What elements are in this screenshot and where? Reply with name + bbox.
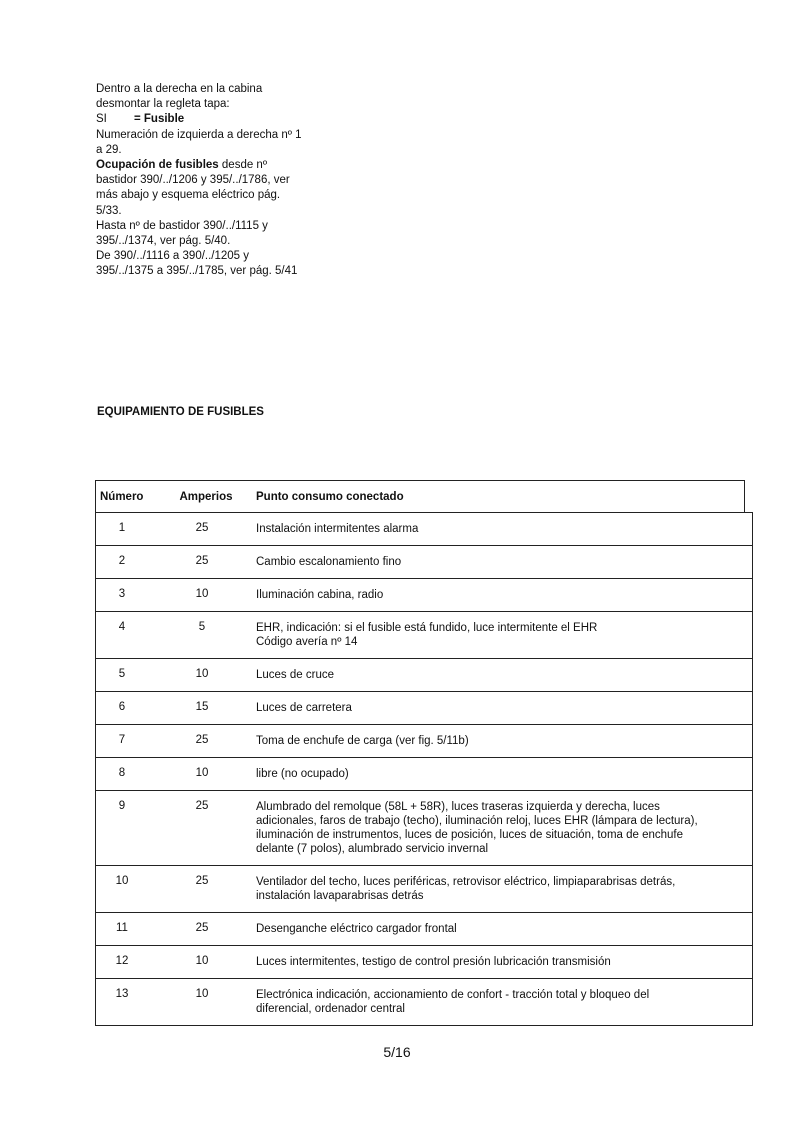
description-line: instalación lavaparabrisas detrás	[256, 890, 424, 902]
description-line: Luces de carretera	[256, 702, 352, 714]
intro-line: Numeración de izquierda a derecha nº 1	[96, 128, 302, 141]
fuse-description	[256, 946, 752, 978]
section-title: EQUIPAMIENTO DE FUSIBLES	[97, 406, 264, 418]
si-value: = Fusible	[134, 113, 185, 126]
fuse-number: 5	[118, 668, 126, 680]
fuse-description	[256, 979, 752, 1025]
occupation-bold: Ocupación de fusibles	[96, 159, 219, 172]
description-line: iluminación de instrumentos, luces de posición, luces de situación, toma de enchufe	[256, 829, 684, 841]
fuse-number: 11	[116, 922, 128, 934]
table-row	[96, 912, 752, 945]
fuse-number: 8	[118, 767, 126, 779]
intro-line: Dentro a la derecha en la cabina	[96, 83, 263, 95]
description-line: Electrónica indicación, accionamiento de confort - tracción total y bloqueo del	[256, 989, 650, 1001]
table-row	[96, 545, 752, 578]
fuse-amps: 25	[195, 922, 209, 934]
fuse-description	[256, 913, 752, 945]
intro-occupation-line	[96, 158, 336, 173]
table-header	[95, 480, 745, 512]
fuse-amps: 10	[195, 988, 209, 1000]
description-line: Toma de enchufe de carga (ver fig. 5/11b)	[256, 735, 469, 747]
table-body	[95, 512, 753, 1026]
intro-line: desmontar la regleta tapa:	[96, 98, 230, 111]
table-row	[96, 978, 752, 1025]
description-line: Luces intermitentes, testigo de control presión lubricación transmisión	[256, 956, 611, 968]
table-row	[96, 611, 752, 658]
fuse-description	[256, 692, 752, 724]
fuse-number: 9	[118, 800, 126, 812]
fuse-description	[256, 546, 752, 578]
si-key: SI	[96, 113, 107, 126]
table-row	[96, 513, 752, 545]
description-line: Ventilador del techo, luces periféricas, retrovisor eléctrico, limpiaparabrisas detrás,	[256, 876, 676, 888]
fuse-amps: 5	[198, 621, 206, 633]
description-line: Luces de cruce	[256, 669, 334, 681]
fuse-description	[256, 579, 752, 611]
description-line: Código avería nº 14	[256, 636, 358, 648]
table-row	[96, 724, 752, 757]
intro-line: más abajo y esquema eléctrico pág.	[96, 189, 281, 202]
fuse-description	[256, 659, 752, 691]
table-row	[96, 691, 752, 724]
fuse-number: 13	[115, 988, 129, 1000]
table-row	[96, 578, 752, 611]
description-line: Alumbrado del remolque (58L + 58R), luces traseras izquierda y derecha, luces	[256, 801, 660, 813]
fuse-amps: 10	[195, 955, 209, 967]
table-row	[96, 757, 752, 790]
description-line: Cambio escalonamiento fino	[256, 556, 402, 568]
fuse-description	[256, 725, 752, 757]
description-line: delante (7 polos), alumbrado servicio invernal	[256, 843, 489, 855]
description-line: diferencial, ordenador central	[256, 1003, 405, 1015]
fuse-number: 10	[115, 875, 129, 887]
table-row	[96, 790, 752, 865]
fuse-amps: 25	[195, 734, 209, 746]
header-number: Número	[100, 490, 144, 503]
fuse-description	[256, 866, 752, 912]
fuse-amps: 25	[195, 522, 209, 534]
fuse-number: 4	[118, 621, 126, 633]
fuse-number: 7	[118, 734, 126, 746]
fuse-description	[256, 791, 752, 865]
table-row	[96, 658, 752, 691]
fuse-amps: 25	[195, 800, 209, 812]
intro-line: 395/../1375 a 395/../1785, ver pág. 5/41	[96, 265, 298, 278]
fuse-table	[95, 480, 753, 1026]
fuse-number: 2	[118, 555, 126, 567]
page-number: 5/16	[383, 1044, 411, 1060]
intro-line: 5/33.	[96, 204, 122, 217]
fuse-amps: 25	[195, 555, 209, 567]
fuse-description	[256, 612, 752, 658]
fuse-amps: 10	[195, 588, 209, 600]
description-line: Desenganche eléctrico cargador frontal	[256, 923, 457, 935]
fuse-amps: 10	[195, 668, 209, 680]
intro-line: De 390/../1116 a 390/../1205 y	[96, 250, 250, 263]
description-line: Iluminación cabina, radio	[256, 589, 384, 601]
intro-text	[96, 82, 336, 280]
occupation-rest: desde nº	[218, 159, 268, 172]
header-amps: Amperios	[179, 490, 233, 503]
description-line: Instalación intermitentes alarma	[256, 523, 419, 535]
fuse-description	[256, 513, 752, 545]
fuse-amps: 15	[195, 701, 209, 713]
description-line: EHR, indicación: si el fusible está fundido, luce intermitente el EHR	[256, 622, 598, 634]
fuse-number: 3	[118, 588, 126, 600]
fuse-amps: 10	[195, 767, 209, 779]
header-description: Punto consumo conectado	[256, 490, 404, 503]
intro-line: bastidor 390/../1206 y 395/../1786, ver	[96, 174, 290, 187]
intro-line: Hasta nº de bastidor 390/../1115 y	[96, 219, 268, 232]
intro-line: 395/../1374, ver pág. 5/40.	[96, 235, 231, 248]
description-line: adicionales, faros de trabajo (techo), iluminación reloj, luces EHR (lámpara de lectura),	[256, 815, 698, 827]
fuse-number: 12	[115, 955, 129, 967]
intro-line: a 29.	[96, 143, 122, 156]
table-row	[96, 865, 752, 912]
description-line: libre (no ocupado)	[256, 768, 349, 780]
fuse-number: 6	[118, 701, 126, 713]
intro-si-line	[96, 112, 336, 127]
fuse-description	[256, 758, 752, 790]
fuse-number: 1	[118, 522, 126, 534]
table-row	[96, 945, 752, 978]
fuse-amps: 25	[195, 875, 209, 887]
